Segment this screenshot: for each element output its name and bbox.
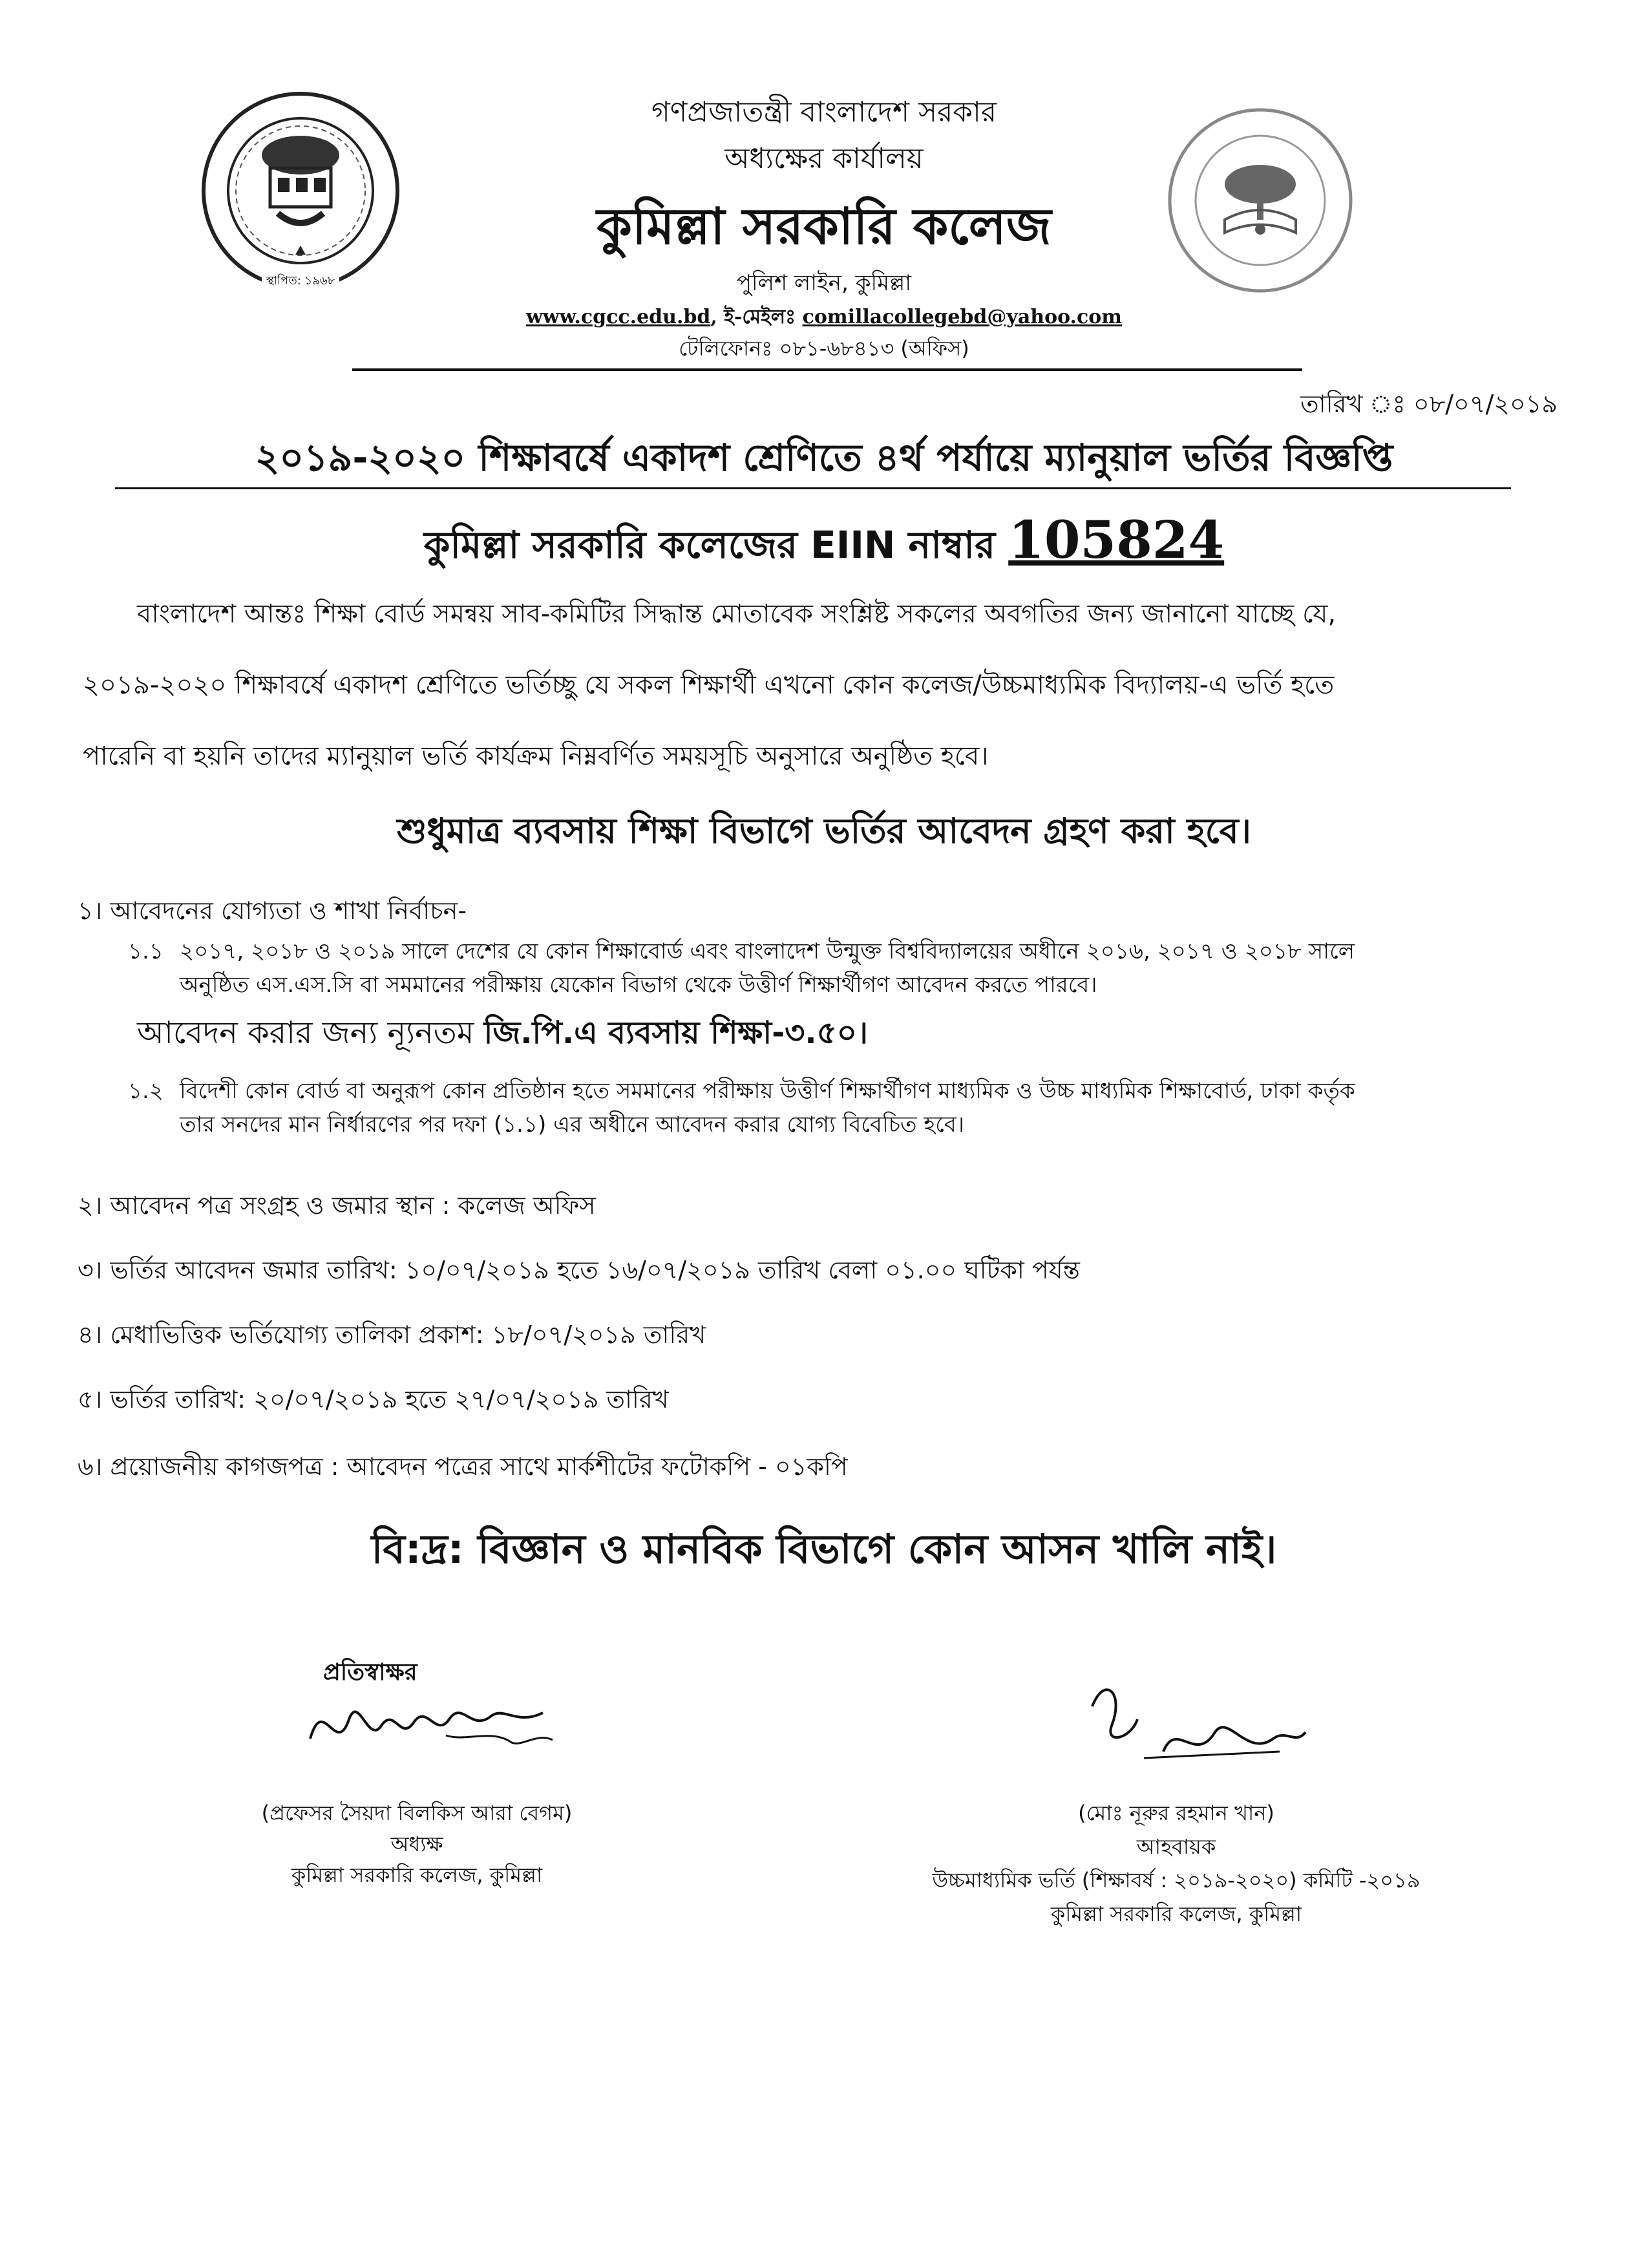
title-underline	[115, 487, 1511, 489]
header-divider	[352, 368, 1302, 371]
college-seal-logo	[194, 84, 407, 310]
convener-title: আহবায়ক	[1136, 1834, 1216, 1859]
gpa-requirement: জি.পি.এ ব্যবসায় শিক্ষা-৩.৫০।	[483, 1015, 869, 1051]
email-label: , ই-মেইলঃ	[710, 306, 796, 328]
convener-name: (মোঃ নূরুর রহমান খান)	[1078, 1801, 1274, 1825]
convener-signature	[1066, 1668, 1312, 1784]
seal-established-text: স্থাপিত: ১৯৬৮	[266, 274, 335, 288]
government-name: গণপ্রজাতন্ত্রী বাংলাদেশ সরকার	[651, 96, 997, 129]
sub-1-2-line-1: বিদেশী কোন বোর্ড বা অনুরূপ কোন প্রতিষ্ঠান হতে সমমানের পরীক্ষায় উত্তীর্ণ শিক্ষার্থীগণ মাধ্যমিক ও উচ্চ মাধ্যমিক শিক্ষাবোর্ড, ঢাকা কর্তৃক	[180, 1078, 1355, 1104]
countersign-label: প্রতিস্বাক্ষর	[323, 1659, 417, 1686]
intro-line-2: ২০১৯-২০২০ শিক্ষাবর্ষে একাদশ শ্রেণিতে ভর্তিচ্ছু যে সকল শিক্ষার্থী এখনো কোন কলেজ/উচ্চমাধ্যমিক বিদ্যালয়-এ ভর্তি হতে	[83, 670, 1335, 700]
convener-committee: উচ্চমাধ্যমিক ভর্তি (শিক্ষাবর্ষ : ২০১৯-২০২০) কমিটি -২০১৯	[932, 1868, 1421, 1892]
website-link[interactable]: www.cgcc.edu.bd	[525, 306, 711, 328]
notice-title: ২০১৯-২০২০ শিক্ষাবর্ষে একাদশ শ্রেণিতে ৪র্থ পর্যায়ে ম্যানুয়াল ভর্তির বিজ্ঞপ্তি	[255, 436, 1393, 480]
principal-name: (প্রফেসর সৈয়দা বিলকিস আরা বেগম)	[261, 1801, 573, 1825]
eiin-number: 105824	[1008, 509, 1225, 570]
intro-line-1: বাংলাদেশ আন্তঃ শিক্ষা বোর্ড সমন্বয় সাব-কমিটির সিদ্ধান্ত মোতাবেক সংশ্লিষ্ট সকলের অবগতির জন্য জানানো যাচ্ছে যে,	[137, 599, 1336, 629]
eiin-line	[0, 509, 1648, 579]
principal-org: কুমিল্লা সরকারি কলেজ, কুমিল্লা	[291, 1863, 543, 1887]
principal-signature	[297, 1680, 569, 1765]
notice-date: তারিখ ঃ ০৮/০৭/২০১৯	[1300, 390, 1558, 418]
minimum-gpa-line	[137, 1010, 868, 1061]
item-5-admission-dates: ৫। ভর্তির তারিখ: ২০/০৭/২০১৯ হতে ২৭/০৭/২০১৯ তারিখ	[78, 1385, 669, 1414]
item-6-required-documents: ৬। প্রয়োজনীয় কাগজপত্র : আবেদন পত্রের সাথে মার্কশীটের ফটোকপি - ০১কপি	[78, 1452, 848, 1481]
convener-org: কুমিল্লা সরকারি কলেজ, কুমিল্লা	[1050, 1902, 1302, 1926]
contact-web-email	[452, 301, 1196, 334]
sub-1-2-line-2: তার সনদের মান নির্ধারণের পর দফা (১.১) এর অধীনে আবেদন করার যোগ্য বিবেচিত হবে।	[180, 1112, 964, 1138]
sub-1-2-number: ১.২	[128, 1078, 164, 1104]
item-4-merit-list-date: ৪। মেধাভিত্তিক ভর্তিযোগ্য তালিকা প্রকাশ: ১৮/০৭/২০১৯ তারিখ	[78, 1320, 706, 1349]
principal-title: অধ্যক্ষ	[390, 1832, 443, 1856]
sub-1-1-line-1: ২০১৭, ২০১৮ ও ২০১৯ সালে দেশের যে কোন শিক্ষাবোর্ড এবং বাংলাদেশ উন্মুক্ত বিশ্ববিদ্যালয়ের অধীনে ২০১৬, ২০১৭ ও ২০১৮ সালে	[180, 938, 1355, 964]
college-name: কুমিল্লা সরকারি কলেজ	[597, 198, 1051, 256]
college-phone: টেলিফোনঃ ০৮১-৬৮৪১৩ (অফিস)	[679, 336, 969, 361]
item-3-submission-dates: ৩। ভর্তির আবেদন জমার তারিখ: ১০/০৭/২০১৯ হতে ১৬/০৭/২০১৯ তারিখ বেলা ০১.০০ ঘটিকা পর্যন্ত	[78, 1256, 1080, 1284]
section-1-heading: ১। আবেদনের যোগ্যতা ও শাখা নির্বাচন-	[78, 896, 467, 925]
item-2-application-place: ২। আবেদন পত্র সংগ্রহ ও জমার স্থান : কলেজ অফিস	[78, 1191, 596, 1220]
sub-1-1-line-2: অনুষ্ঠিত এস.এস.সি বা সমমানের পরীক্ষায় যেকোন বিভাগ থেকে উত্তীর্ণ শিক্ষার্থীগণ আবেদন করতে পারবে।	[180, 972, 1097, 998]
eiin-label: কুমিল্লা সরকারি কলেজের EIIN নাম্বার	[423, 523, 995, 567]
office-name: অধ্যক্ষের কার্যালয়	[724, 142, 924, 175]
college-address: পুলিশ লাইন, কুমিল্লা	[736, 270, 912, 296]
important-note: বি:দ্র: বিজ্ঞান ও মানবিক বিভাগে কোন আসন খালি নাই।	[371, 1525, 1277, 1573]
sub-1-1-number: ১.১	[128, 938, 164, 964]
email-link[interactable]: comillacollegebd@yahoo.com	[802, 306, 1123, 328]
intro-line-3: পারেনি বা হয়নি তাদের ম্যানুয়াল ভর্তি কার্যক্রম নিম্নবর্ণিত সময়সূচি অনুসারে অনুষ্ঠিত হবে।	[83, 741, 989, 771]
business-only-notice: শুধুমাত্র ব্যবসায় শিক্ষা বিভাগে ভর্তির আবেদন গ্রহণ করা হবে।	[397, 811, 1251, 851]
gpa-prefix: আবেদন করার জন্য ন্যূনতম	[137, 1015, 484, 1051]
